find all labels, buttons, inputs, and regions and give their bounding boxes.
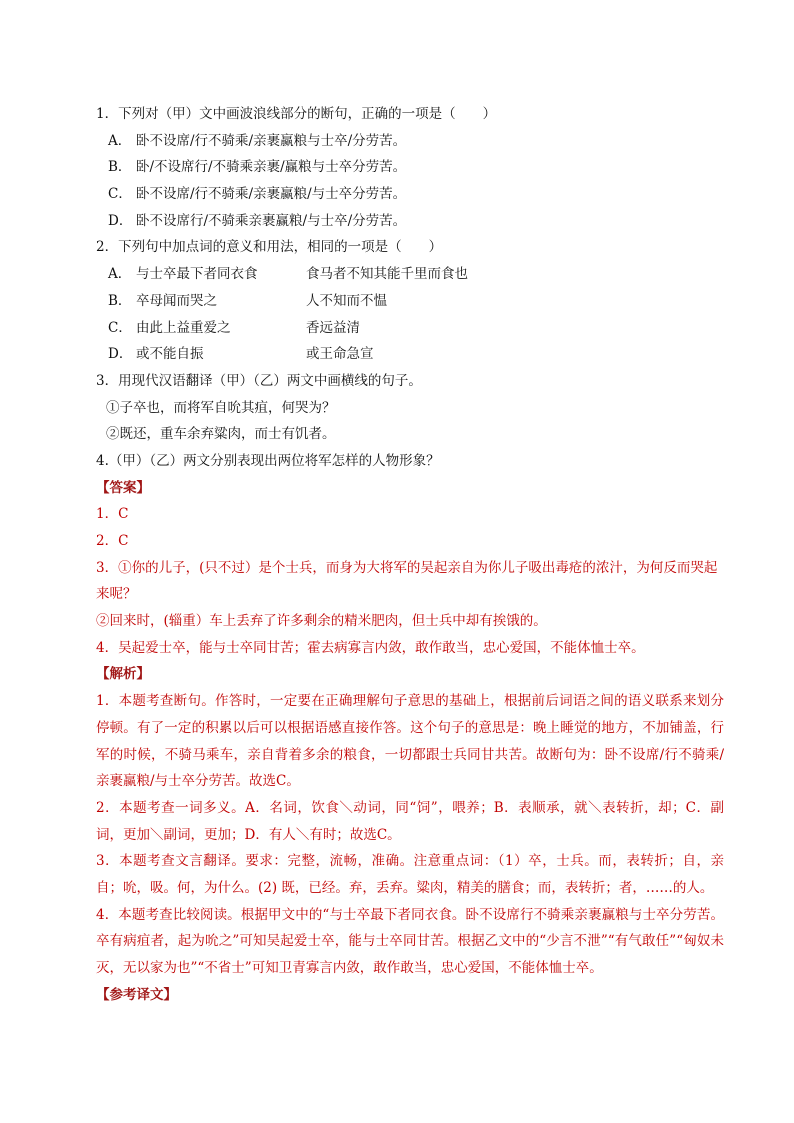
option-right: 食马者不知其能千里而食也 — [306, 266, 468, 283]
document-content — [96, 101, 724, 1009]
translation-heading: 【参考译文】 — [96, 986, 177, 1003]
q2-option-d — [96, 341, 724, 368]
answer-1: 1．C — [96, 506, 129, 523]
option-left: 或不能自振 — [136, 346, 204, 363]
option-letter: B． — [108, 292, 132, 309]
question-2: 2．下列句中加点词的意义和用法，相同的一项是（ ） — [96, 239, 443, 256]
question-4: 4.（甲）（乙）两文分别表现出两位将军怎样的人物形象？ — [96, 452, 440, 469]
option-letter: C． — [108, 186, 132, 203]
q2-option-c — [96, 315, 724, 342]
option-letter: D． — [108, 346, 133, 363]
option-text: 卧不设席行/不骑乘亲裹赢粮/与士卒/分劳苦。 — [136, 212, 407, 229]
option-text: 卧不设席/行不骑乘/亲裹赢粮与士卒/分劳苦。 — [136, 132, 407, 149]
q3-item-1: ①子卒也，而将军自吮其疽，何哭为？ — [106, 399, 336, 416]
analysis-1: 1．本题考查断句。作答时，一定要在正确理解句子意思的基础上，根据前后词语之间的语义联系来划分停顿。有了一定的积累以后可以根据语感直接作答。这个句子的意思是：晚上睡觉的地方，不加铺盖，行军的时候，不骑马乘车，亲自背着多余的粮食，一切都跟士兵同甘共苦。故断句为：卧不设席/行不骑乘/亲裹赢粮/与士卒分劳苦。故选C。 — [96, 693, 724, 790]
option-left: 由此上益重爱之 — [136, 319, 231, 336]
q1-option-a — [96, 128, 724, 155]
q3-item-2: ②既还，重车余弃粱肉，而士有饥者。 — [106, 426, 336, 443]
option-text: 卧不设席/行不骑乘/亲裹赢粮/与士卒分劳苦。 — [136, 186, 407, 203]
answer-3-line-1: 3．①你的儿子，(只不过）是个士兵，而身为大将军的吴起亲自为你儿子吸出毒疮的浓汁，为何反而哭起 — [96, 559, 718, 576]
analysis-4: 4．本题考查比较阅读。根据甲文中的“与士卒最下者同衣食。卧不设席行不骑乘亲裹赢粮与士卒分劳苦。卒有病疽者，起为吮之”可知吴起爱士卒，能与士卒同甘苦。根据乙文中的“少言不泄”“有气敢任”“匈奴未灭，无以家为也”“不省士”可知卫青寡言内敛，敢作敢当，忠心爱国，不能体恤士卒。 — [96, 906, 724, 977]
question-3: 3．用现代汉语翻译（甲）（乙）两文中画横线的句子。 — [96, 372, 422, 389]
option-right: 人不知而不愠 — [306, 292, 387, 309]
answer-2: 2．C — [96, 533, 129, 549]
question-1: 1．下列对（甲）文中画波浪线部分的断句，正确的一项是（ ） — [96, 106, 497, 122]
q1-option-d — [96, 208, 724, 235]
answer-3-line-3: ②回来时，(辎重）车上丢弃了许多剩余的精米肥肉，但士兵中却有挨饿的。 — [96, 613, 547, 630]
answer-3-line-2: 来呢？ — [96, 586, 137, 603]
option-text: 卧/不设席行/不骑乘亲裹/赢粮与士卒分劳苦。 — [136, 159, 407, 176]
answer-heading: 【答案】 — [96, 479, 150, 496]
answer-4: 4．吴起爱士卒，能与士卒同甘苦；霍去病寡言内敛，敢作敢当，忠心爱国，不能体恤士卒。 — [96, 639, 645, 656]
option-left: 卒母闻而哭之 — [136, 292, 217, 309]
analysis-heading: 【解析】 — [96, 666, 150, 683]
q2-option-b — [96, 288, 724, 315]
option-letter: C． — [108, 319, 132, 336]
option-letter: D． — [108, 212, 133, 229]
analysis-2: 2．本题考查一词多义。A．名词，饮食＼动词，同“饲”，喂养；B．表顺承，就＼表转折，却；C．副词，更加＼副词，更加；D．有人＼有时；故选C。 — [96, 799, 724, 843]
option-letter: B． — [108, 159, 132, 176]
option-left: 与士卒最下者同衣食 — [136, 266, 258, 283]
analysis-3: 3．本题考查文言翻译。要求：完整，流畅，准确。注意重点词：（1）卒，士兵。而，表转折；自，亲自；吮，吸。何，为什么。(2) 既，已经。弃，丢弃。粱肉，精美的膳食；而，表转折；者，……的人。 — [96, 853, 724, 897]
option-letter: A． — [108, 266, 132, 283]
q2-option-a — [96, 261, 724, 288]
option-right: 或王命急宣 — [306, 346, 374, 363]
option-right: 香远益清 — [306, 319, 360, 336]
q1-option-c — [96, 181, 724, 208]
option-letter: A． — [108, 132, 132, 149]
q1-option-b — [96, 154, 724, 181]
